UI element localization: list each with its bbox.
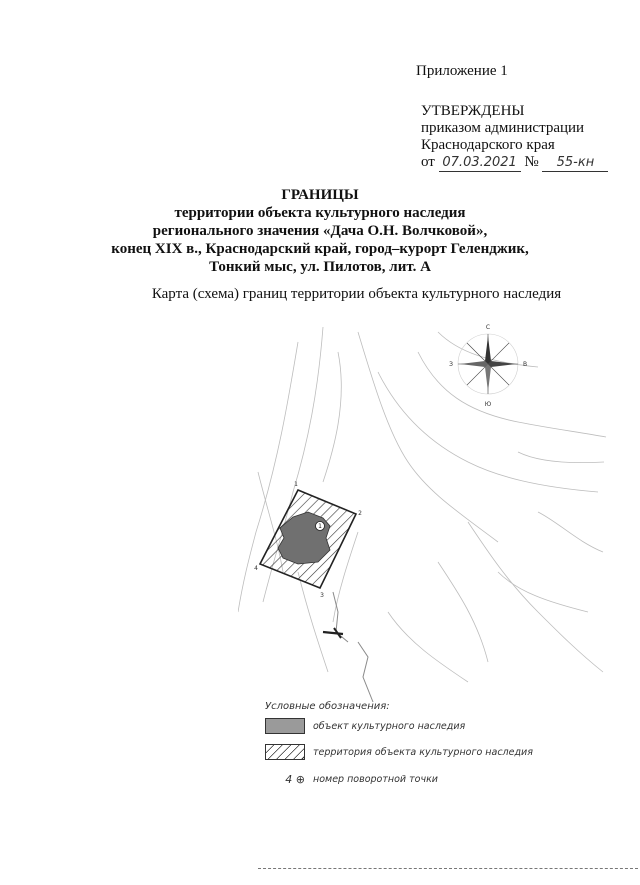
legend-item-point: [265, 773, 438, 786]
legend-point-symbol: [265, 773, 305, 786]
bottom-divider: [258, 868, 638, 870]
point-label-3: 3: [320, 592, 324, 599]
object-label: 1: [318, 523, 322, 530]
approved-title: УТВЕРЖДЕНЫ: [421, 103, 525, 119]
compass-n-label: С: [485, 324, 491, 331]
point-marker-icon: ⊕: [295, 773, 305, 786]
appendix-label: Приложение 1: [416, 63, 508, 79]
compass-rose: [449, 324, 527, 408]
point-label-4: 4: [254, 565, 258, 572]
legend-label-territory: территория объекта культурного наследия: [313, 746, 533, 758]
approved-line-1: приказом администрации: [421, 120, 585, 136]
approval-block: [421, 103, 608, 172]
title-line-4: конец XIX в., Краснодарский край, город–курорт Геленджик,: [111, 241, 529, 257]
date-prefix: от: [421, 154, 435, 170]
compass-w-label: З: [449, 361, 453, 368]
legend-swatch-territory: [265, 744, 305, 760]
legend-label-object: объект культурного наследия: [313, 720, 466, 732]
legend-title: Условные обозначения:: [265, 701, 390, 712]
document-title: [0, 186, 640, 276]
approval-date-line: [421, 154, 608, 172]
road-lines: [323, 592, 373, 702]
legend-item-object: [265, 718, 465, 734]
point-label-1: 1: [294, 481, 298, 488]
compass-s-label: Ю: [484, 401, 492, 408]
title-line-5: Тонкий мыс, ул. Пилотов, лит. А: [209, 259, 431, 275]
number-value: 55-кн: [542, 154, 608, 172]
point-label-2: 2: [358, 510, 362, 517]
date-value: 07.03.2021: [439, 154, 521, 172]
compass-e-label: В: [522, 361, 528, 368]
approved-line-2: Краснодарского края: [421, 137, 555, 153]
number-prefix: №: [524, 154, 539, 170]
legend-point-number: 4: [285, 773, 293, 786]
map-subtitle: Карта (схема) границ территории объекта культурного наследия: [151, 286, 562, 302]
title-line-3: регионального значения «Дача О.Н. Волчковой»,: [152, 223, 488, 239]
boundary-map: [238, 312, 608, 707]
title-line-2: территории объекта культурного наследия: [174, 205, 466, 221]
legend-item-territory: [265, 744, 533, 760]
title-line-1: ГРАНИЦЫ: [281, 187, 359, 203]
legend-label-point: номер поворотной точки: [313, 774, 438, 785]
legend-swatch-object: [265, 718, 305, 734]
